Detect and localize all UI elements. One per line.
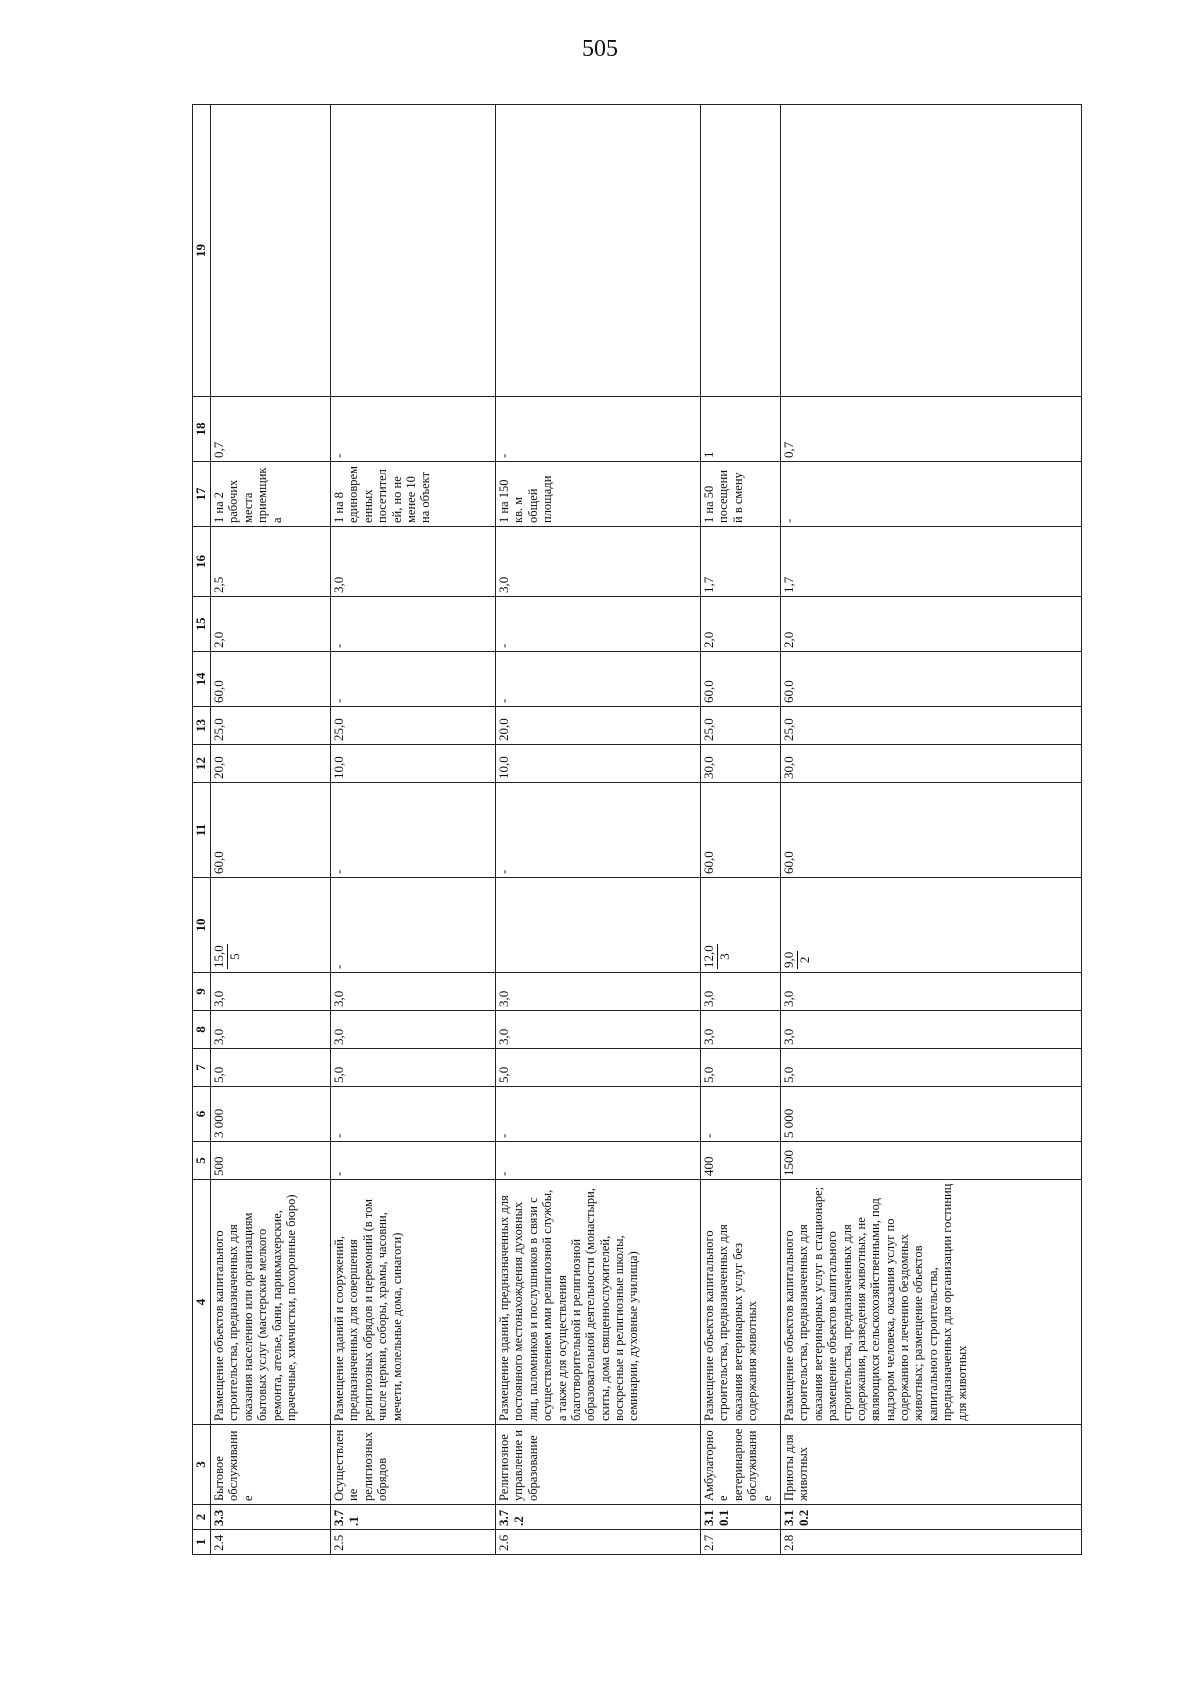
cell-c6: - (701, 1087, 781, 1142)
cell-c7: 5,0 (496, 1049, 701, 1087)
rotated-table-container (192, 110, 1082, 1555)
cell-c14: 60,0 (211, 652, 331, 707)
cell-c17: 1 на 50 посещений в смену (701, 462, 781, 527)
cell-c10 (781, 878, 1082, 973)
cell-c16: 1,7 (701, 527, 781, 597)
classifier-code: 3.3 (211, 1505, 331, 1530)
col-header-16: 16 (193, 527, 211, 597)
col-header-1: 1 (193, 1530, 211, 1555)
col-header-14: 14 (193, 652, 211, 707)
row-number: 2.6 (496, 1530, 701, 1555)
cell-c8: 3,0 (781, 1011, 1082, 1049)
col-header-4: 4 (193, 1180, 211, 1425)
cell-c7: 5,0 (331, 1049, 496, 1087)
cell-c8: 3,0 (701, 1011, 781, 1049)
classifier-code: 3.7.1 (331, 1505, 496, 1530)
cell-c11: - (496, 783, 701, 878)
table-row (496, 105, 701, 1555)
land-use-description: Размещение зданий, предназначенных для постоянного местонахождения духовных лиц, паломников и послушников в связи с осуществлением ими религиозной службы, а также для осуществления благотворительной и религиозной образовательной деятельности (монастыри, скиты, дома священнослужителей, воскресные и религиозные школы, семинарии, духовные училища) (496, 1180, 701, 1425)
cell-c9: 3,0 (701, 973, 781, 1011)
cell-c12: 30,0 (701, 745, 781, 783)
col-header-15: 15 (193, 597, 211, 652)
cell-c15: - (331, 597, 496, 652)
row-number: 2.7 (701, 1530, 781, 1555)
fraction-denominator: 3 (716, 953, 732, 960)
cell-c5: 1500 (781, 1142, 1082, 1180)
cell-c13: 25,0 (701, 707, 781, 745)
table-row (331, 105, 496, 1555)
cell-c14: 60,0 (781, 652, 1082, 707)
cell-c15: 2,0 (701, 597, 781, 652)
cell-c15: - (496, 597, 701, 652)
classifier-code: 3.7.2 (496, 1505, 701, 1530)
cell-c18: - (496, 397, 701, 462)
fraction-value (212, 944, 243, 969)
cell-c18: 1 (701, 397, 781, 462)
row-number: 2.8 (781, 1530, 1082, 1555)
col-header-6: 6 (193, 1087, 211, 1142)
cell-c10: - (331, 878, 496, 973)
cell-c8: 3,0 (496, 1011, 701, 1049)
cell-c17: - (781, 462, 1082, 527)
cell-c8: 3,0 (331, 1011, 496, 1049)
cell-c11: 60,0 (701, 783, 781, 878)
land-use-description: Размещение объектов капитального строительства, предназначенных для оказания населению или организациям бытовых услуг (мастерские мелкого ремонта, ателье, бани, парикмахерские, прачечные, химчистки, похоронные бюро) (211, 1180, 331, 1425)
fraction-denominator: 2 (796, 956, 812, 964)
cell-c18: 0,7 (211, 397, 331, 462)
col-header-11: 11 (193, 783, 211, 878)
cell-c14: - (496, 652, 701, 707)
cell-c7: 5,0 (701, 1049, 781, 1087)
cell-c16: 3,0 (496, 527, 701, 597)
cell-c19 (211, 105, 331, 397)
table-row (781, 105, 1082, 1555)
cell-c17: 1 на 8 единовременных посетителей, но не менее 10 на объект (331, 462, 496, 527)
table-row (211, 105, 331, 1555)
fraction-numerator: 15,0 (211, 945, 226, 968)
cell-c5: 400 (701, 1142, 781, 1180)
cell-c10 (211, 878, 331, 973)
cell-c7: 5,0 (781, 1049, 1082, 1087)
cell-c17: 1 на 2 рабочих места приемщика (211, 462, 331, 527)
land-use-type: Религиозное управление и образование (496, 1425, 701, 1505)
cell-c17: 1 на 150 кв. м общей площади (496, 462, 701, 527)
cell-c16: 1,7 (781, 527, 1082, 597)
col-header-2: 2 (193, 1505, 211, 1530)
cell-c8: 3,0 (211, 1011, 331, 1049)
cell-c5: 500 (211, 1142, 331, 1180)
cell-c19 (331, 105, 496, 397)
classifier-code: 3.10.2 (781, 1505, 1082, 1530)
col-header-7: 7 (193, 1049, 211, 1087)
col-header-13: 13 (193, 707, 211, 745)
col-header-10: 10 (193, 878, 211, 973)
table-row (701, 105, 781, 1555)
cell-c16: 3,0 (331, 527, 496, 597)
col-header-9: 9 (193, 973, 211, 1011)
cell-c13: 25,0 (331, 707, 496, 745)
cell-c10 (701, 878, 781, 973)
page-number: 505 (582, 36, 618, 62)
cell-c10 (496, 878, 701, 973)
land-use-type: Амбулаторное ветеринарное обслуживание (701, 1425, 781, 1505)
land-use-description: Размещение объектов капитального строительства, предназначенных для оказания ветеринарных услуг в стационаре; размещение объектов капитального строительства, предназначенных для содержания, разведения животных, не являющихся сельскохозяйственными, под надзором человека, оказания услуг по содержанию и лечению бездомных животных; размещение объектов капитального строительства, предназначенных для организации гостиниц для животных (781, 1180, 1082, 1425)
cell-c12: 10,0 (331, 745, 496, 783)
cell-c16: 2,5 (211, 527, 331, 597)
land-use-description: Размещение зданий и сооружений, предназначенных для совершения религиозных обрядов и церемоний (в том числе церкви, соборы, храмы, часовни, мечети, молельные дома, синагоги) (331, 1180, 496, 1425)
col-header-8: 8 (193, 1011, 211, 1049)
cell-c13: 25,0 (211, 707, 331, 745)
cell-c15: 2,0 (781, 597, 1082, 652)
land-use-type: Осуществление религиозных обрядов (331, 1425, 496, 1505)
cell-c12: 20,0 (211, 745, 331, 783)
cell-c6: 5 000 (781, 1087, 1082, 1142)
cell-c13: 20,0 (496, 707, 701, 745)
cell-c14: 60,0 (701, 652, 781, 707)
cell-c9: 3,0 (781, 973, 1082, 1011)
cell-c6: - (496, 1087, 701, 1142)
cell-c11: 60,0 (211, 783, 331, 878)
cell-c5: - (496, 1142, 701, 1180)
cell-c12: 30,0 (781, 745, 1082, 783)
fraction-value (782, 951, 813, 969)
col-header-3: 3 (193, 1425, 211, 1505)
cell-c18: 0,7 (781, 397, 1082, 462)
cell-c11: 60,0 (781, 783, 1082, 878)
cell-c11: - (331, 783, 496, 878)
fraction-numerator: 9,0 (781, 951, 796, 968)
cell-c7: 5,0 (211, 1049, 331, 1087)
col-header-17: 17 (193, 462, 211, 527)
cell-c18: - (331, 397, 496, 462)
col-header-18: 18 (193, 397, 211, 462)
row-number: 2.5 (331, 1530, 496, 1555)
cell-c9: 3,0 (496, 973, 701, 1011)
cell-c19 (701, 105, 781, 397)
fraction-denominator: 5 (226, 953, 242, 960)
col-header-12: 12 (193, 745, 211, 783)
col-header-19: 19 (193, 105, 211, 397)
fraction-value (702, 944, 733, 969)
cell-c15: 2,0 (211, 597, 331, 652)
col-header-5: 5 (193, 1142, 211, 1180)
row-number: 2.4 (211, 1530, 331, 1555)
cell-c5: - (331, 1142, 496, 1180)
cell-c9: 3,0 (331, 973, 496, 1011)
fraction-numerator: 12,0 (701, 945, 716, 968)
cell-c12: 10,0 (496, 745, 701, 783)
cell-c14: - (331, 652, 496, 707)
land-use-type: Приюты для животных (781, 1425, 1082, 1505)
cell-c6: 3 000 (211, 1087, 331, 1142)
cell-c13: 25,0 (781, 707, 1082, 745)
cell-c19 (496, 105, 701, 397)
cell-c9: 3,0 (211, 973, 331, 1011)
regulations-table (192, 104, 1082, 1555)
cell-c6: - (331, 1087, 496, 1142)
land-use-type: Бытовое обслуживание (211, 1425, 331, 1505)
classifier-code: 3.10.1 (701, 1505, 781, 1530)
cell-c19 (781, 105, 1082, 397)
land-use-description: Размещение объектов капитального строительства, предназначенных для оказания ветеринарных услуг без содержания животных (701, 1180, 781, 1425)
header-row (193, 105, 211, 1555)
